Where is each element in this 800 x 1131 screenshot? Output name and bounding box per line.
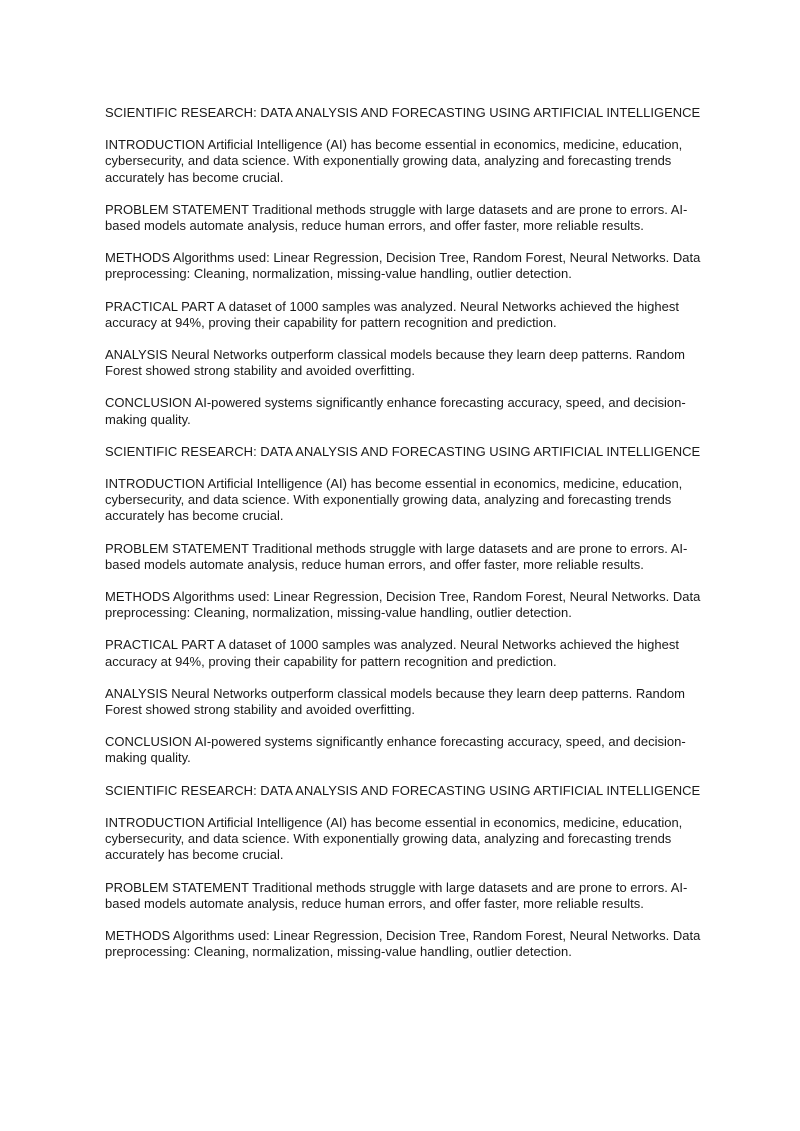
analysis-paragraph: ANALYSIS Neural Networks outperform classical models because they learn deep patterns. Random Forest showed strong stability and avoided overfitting. (105, 685, 685, 718)
title-paragraph: SCIENTIFIC RESEARCH: DATA ANALYSIS AND FORECASTING USING ARTIFICIAL INTELLIGENCE (105, 105, 701, 120)
title-paragraph: SCIENTIFIC RESEARCH: DATA ANALYSIS AND FORECASTING USING ARTIFICIAL INTELLIGENCE (105, 782, 701, 798)
methods-paragraph: METHODS Algorithms used: Linear Regression, Decision Tree, Random Forest, Neural Networks. Data preprocessing: Cleaning, normalization, missing-value handling, outlier detection. (105, 250, 701, 282)
problem-statement-paragraph: PROBLEM STATEMENT Traditional methods struggle with large datasets and are prone to errors. AI-based models automate analysis, reduce human errors, and offer faster, more reliable results. (105, 879, 688, 911)
methods-paragraph: METHODS Algorithms used: Linear Regression, Decision Tree, Random Forest, Neural Networks. Data preprocessing: Cleaning, normalization, missing-value handling, outlier detection. (105, 589, 701, 621)
conclusion-paragraph: CONCLUSION AI-powered systems significantly enhance forecasting accuracy, speed, and decision-making quality. (105, 395, 686, 427)
document-page (105, 105, 705, 976)
introduction-paragraph: INTRODUCTION Artificial Intelligence (AI) has become essential in economics, medicine, education, cybersecurity, and data science. With exponentially growing data, analyzing and forecasting trends accurately has become crucial. (105, 476, 683, 524)
title-paragraph: SCIENTIFIC RESEARCH: DATA ANALYSIS AND FORECASTING USING ARTIFICIAL INTELLIGENCE (105, 443, 701, 459)
methods-paragraph: METHODS Algorithms used: Linear Regression, Decision Tree, Random Forest, Neural Networks. Data preprocessing: Cleaning, normalization, missing-value handling, outlier detection. (105, 927, 701, 960)
analysis-paragraph: ANALYSIS Neural Networks outperform classical models because they learn deep patterns. Random Forest showed strong stability and avoided overfitting. (105, 347, 685, 379)
practical-part-paragraph: PRACTICAL PART A dataset of 1000 samples was analyzed. Neural Networks achieved the highest accuracy at 94%, proving their capability for pattern recognition and prediction. (105, 637, 679, 669)
introduction-paragraph: INTRODUCTION Artificial Intelligence (AI) has become essential in economics, medicine, education, cybersecurity, and data science. With exponentially growing data, analyzing and forecasting trends accurately has become crucial. (105, 814, 683, 863)
conclusion-paragraph: CONCLUSION AI-powered systems significantly enhance forecasting accuracy, speed, and decision-making quality. (105, 734, 686, 766)
introduction-paragraph: INTRODUCTION Artificial Intelligence (AI) has become essential in economics, medicine, education, cybersecurity, and data science. With exponentially growing data, analyzing and forecasting trends accurately has become crucial. (105, 137, 683, 185)
practical-part-paragraph: PRACTICAL PART A dataset of 1000 samples was analyzed. Neural Networks achieved the highest accuracy at 94%, proving their capability for pattern recognition and prediction. (105, 298, 679, 330)
problem-statement-paragraph: PROBLEM STATEMENT Traditional methods struggle with large datasets and are prone to errors. AI-based models automate analysis, reduce human errors, and offer faster, more reliable results. (105, 540, 688, 572)
problem-statement-paragraph: PROBLEM STATEMENT Traditional methods struggle with large datasets and are prone to errors. AI-based models automate analysis, reduce human errors, and offer faster, more reliable results. (105, 201, 688, 234)
